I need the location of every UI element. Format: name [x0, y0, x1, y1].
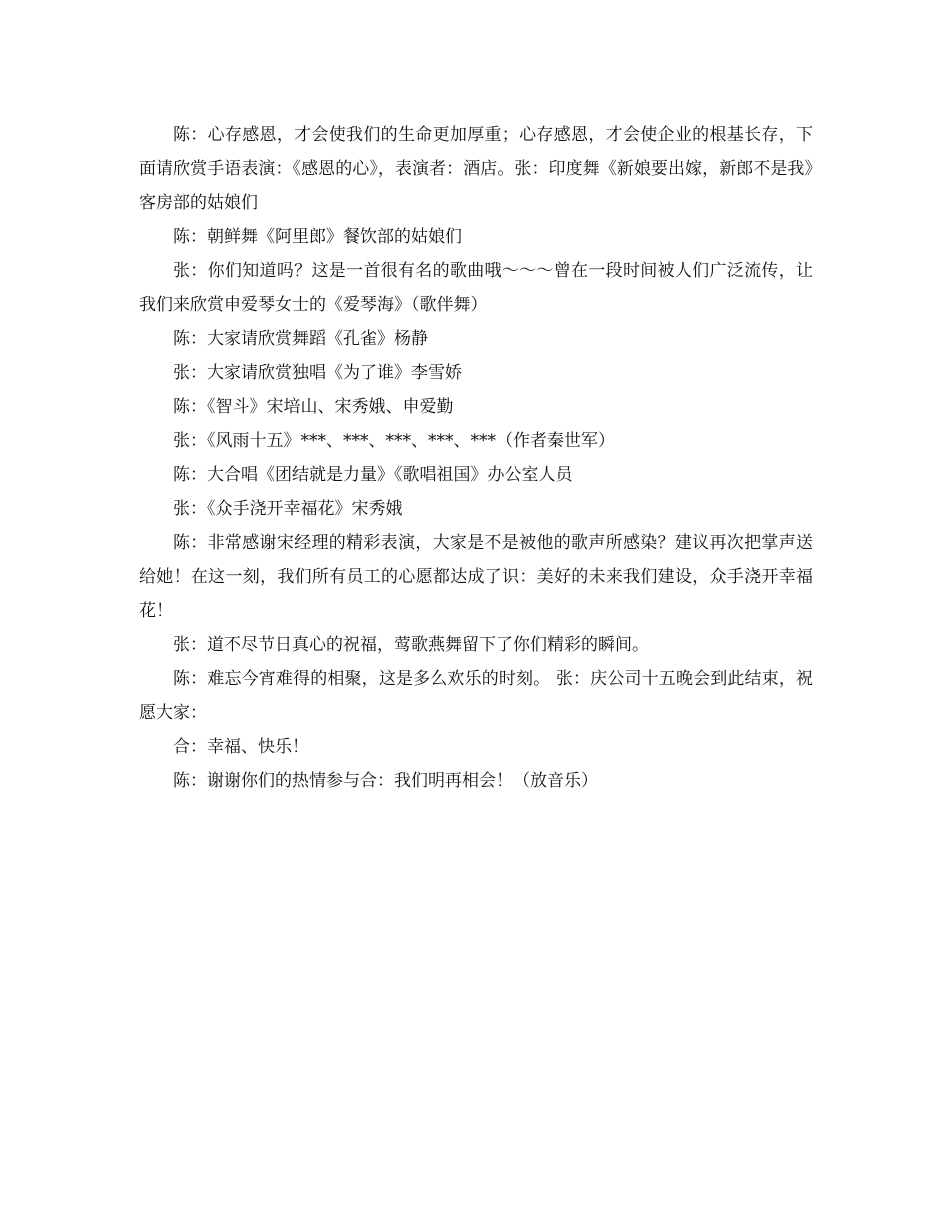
paragraph: 陈：大家请欣赏舞蹈《孔雀》杨静 — [173, 329, 428, 349]
paragraph: 合：幸福、快乐！ — [173, 737, 309, 757]
paragraph: 陈：朝鲜舞《阿里郎》餐饮部的姑娘们 — [173, 227, 462, 247]
paragraph: 陈：《智斗》宋培山、宋秀娥、申爱勤 — [173, 397, 454, 417]
paragraph: 张：《众手浇开幸福花》宋秀娥 — [173, 499, 403, 519]
paragraph: 陈：非常感谢宋经理的精彩表演，大家是不是被他的歌声所感染？建议再次把掌声送给她！在这一刻，我们所有员工的心愿都达成了识：美好的未来我们建设，众手浇开幸福花！ — [139, 533, 813, 621]
document-body — [139, 118, 813, 798]
paragraph: 陈：难忘今宵难得的相聚，这是多么欢乐的时刻。 张：庆公司十五晚会到此结束，祝愿大家： — [139, 669, 813, 723]
paragraph: 陈：心存感恩，才会使我们的生命更加厚重；心存感恩，才会使企业的根基长存，下面请欣赏手语表演：《感恩的心》，表演者：酒店。张：印度舞《新娘要出嫁，新郎不是我》客房部的姑娘们 — [139, 125, 813, 213]
paragraph: 陈：大合唱《团结就是力量》《歌唱祖国》办公室人员 — [173, 465, 573, 485]
paragraph: 张：你们知道吗？这是一首很有名的歌曲哦～～～曾在一段时间被人们广泛流传，让我们来欣赏申爱琴女士的《爱琴海》（歌伴舞） — [139, 261, 813, 315]
paragraph: 张：道不尽节日真心的祝福，莺歌燕舞留下了你们精彩的瞬间。 — [173, 635, 649, 655]
paragraph: 张：《风雨十五》***、***、***、***、***（作者秦世军） — [173, 431, 615, 451]
paragraph: 陈：谢谢你们的热情参与合：我们明再相会！（放音乐） — [173, 771, 598, 791]
paragraph: 张：大家请欣赏独唱《为了谁》李雪娇 — [173, 363, 462, 383]
